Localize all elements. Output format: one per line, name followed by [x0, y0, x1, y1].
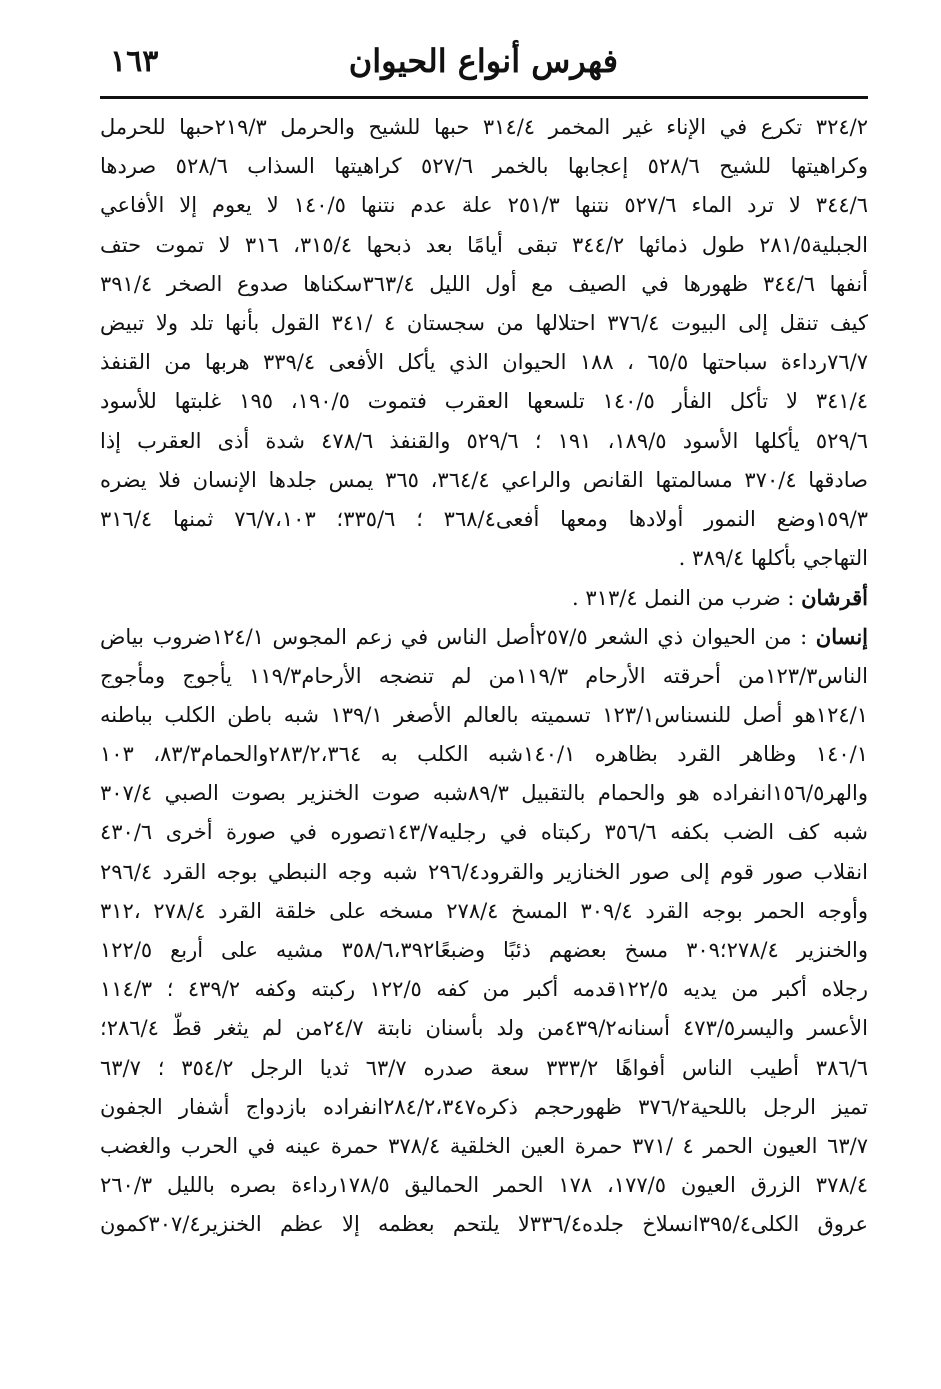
entry-term: أقرشان [801, 585, 868, 611]
header-rule [100, 96, 868, 99]
index-line: والخنزير ٢٧٨/٤؛٣٠٩ مسخ بعضهم ذئبًا وضبعًا٣٥٨/٦،٣٩٢ مشيه على أربع ١٢٢/٥ [100, 937, 868, 962]
index-line: صادقها ٣٧٠/٤ مسالمتها القانص والراعي ٣٦٤/٤، ٣٦٥ يمس جلدها الإنسان فلا يضره [100, 467, 868, 492]
index-line: ٧٦/٧رداءة سباحتها ٦٥/٥ ، ١٨٨ الحيوان الذي يأكل الأفعى ٣٣٩/٤ هربها من القنفذ [100, 350, 868, 375]
index-line: ٣٤١/٤ لا تأكل الفأر ١٤٠/٥ تلسعها العقرب فتموت ١٩٠/٥، ١٩٥ غلبتها للأسود [100, 389, 868, 414]
index-line: الناس١٢٣/٣من أحرقته الأرحام ١١٩/٣من لم تنضجه الأرحام١١٩/٣ يأجوج ومأجوج [100, 663, 868, 688]
index-line: وكراهيتها للشيح ٥٢٨/٦ إعجابها بالخمر ٥٢٧/٦ كراهيتها السذاب ٥٢٨/٦ صردها [100, 154, 868, 179]
index-line: انقلاب صور قوم إلى صور الخنازير والقرود٢٩٦/٤ شبه وجه النبطي بوجه القرد ٢٩٦/٤ [100, 859, 868, 884]
index-line: رجلاه أكبر من يديه ١٢٢/٥قدمه أكبر من كفه ١٢٢/٥ ركبته وكفه ٤٣٩/٢ ؛ ١١٤/٣ [100, 977, 868, 1002]
index-line: الجبلية٢٨١/٥ طول ذمائها ٣٤٤/٢ تبقى أيامًا بعد ذبحها ٣١٥/٤، ٣١٦ لا تموت حتف [100, 232, 868, 257]
index-line: ١٥٩/٣وضع النمور أولادها ومعها أفعى٣٦٨/٤ ؛ ٣٣٥/٦؛ ٧٦/٧،١٠٣ ثمنها ٣١٦/٤ [100, 506, 868, 531]
entry-text: : من الحيوان ذي الشعر ٢٥٧/٥أصل الناس في زعم المجوس ١٢٤/١ضروب بياض [100, 625, 816, 650]
index-line: ٥٢٩/٦ يأكلها الأسود ١٨٩/٥، ١٩١ ؛ ٥٢٩/٦ والقنفذ ٤٧٨/٦ شدة أذى العقرب إذا [100, 428, 868, 453]
index-line: ٣٢٤/٢ تكرع في الإناء غير المخمر ٣١٤/٤ حبها للشيح والحرمل ٢١٩/٣حبها للحرمل [100, 115, 868, 139]
index-line: الأعسر واليسر٤٧٣/٥ أسنانه٤٣٩/٢من ولد بأسنان نابتة ٢٤/٧من لم يثغر قطّ ٢٨٦/٤؛ [100, 1016, 868, 1041]
entry-term: إنسان [815, 624, 868, 650]
index-entry-first-line [100, 617, 868, 656]
index-line: ٣٤٤/٦ لا ترد الماء ٥٢٧/٦ نتنها ٢٥١/٣ علة عدم نتنها ١٤٠/٥ لا يعوم إلا الأفاعي [100, 193, 868, 218]
page-header [100, 36, 868, 92]
index-line: تميز الرجل باللحية٣٧٦/٢ ظهورحجم ذكره٢٨٤/٢،٣٤٧انفراده بازدواج أشفار الجفون [100, 1094, 868, 1119]
index-entry-first-line [100, 578, 868, 617]
index-line: عروق الكلى٣٩٥/٤انسلاخ جلده٣٣٦/٤لا يلتحم بعظمه إلا عظم الخنزير٣٠٧/٤كمون [100, 1212, 868, 1237]
index-line: التهاجي بأكلها ٣٨٩/٤ . [678, 546, 868, 571]
index-body [100, 108, 868, 1244]
index-line: ٣٧٨/٤ الزرق العيون ١٧٧/٥، ١٧٨ الحمر الحماليق ١٧٨/٥رداءة بصره بالليل ٢٦٠/٣ [100, 1173, 868, 1198]
entry-text: : ضرب من النمل ٣١٣/٤ . [572, 586, 802, 611]
index-line: والهر١٥٦/٥انفراده هو والحمام بالتقبيل ٨٩/٣شبه صوت الخنزير بصوت الصبي ٣٠٧/٤ [100, 781, 868, 806]
index-line: شبه كف الضب بكفه ٣٥٦/٦ ركبتاه في رجليه١٤٣/٧تصوره في صورة أخرى ٤٣٠/٦ [100, 820, 868, 845]
index-line: ١٤٠/١ وظاهر القرد بظاهره ١٤٠/١شبه الكلب به ٢٨٣/٢،٣٦٤والحمام٨٣/٣، ١٠٣ [100, 742, 868, 766]
index-line: كيف تنقل إلى البيوت ٣٧٦/٤ احتلالها من سجستان ٤ /٣٤١ القول بأنها تلد ولا تبيض [100, 310, 868, 335]
index-line: وأوجه الحمر بوجه القرد ٣٠٩/٤ المسخ ٢٧٨/٤ مسخه على خلقة القرد ٢٧٨/٤ ،٣١٢ [100, 898, 868, 923]
index-line: ٣٨٦/٦ أطيب الناس أفواهًا ٣٣٣/٢ سعة صدره ٦٣/٧ ثديا الرجل ٣٥٤/٢ ؛ ٦٣/٧ [100, 1055, 868, 1080]
index-line: أنفها ٣٤٤/٦ ظهورها في الصيف مع أول الليل ٣٦٣/٤سكناها صدوع الصخر ٣٩١/٤ [100, 271, 868, 296]
running-title: فهرس أنواع الحيوان [348, 42, 618, 80]
index-line: ٦٣/٧ العيون الحمر ٤ /٣٧١ حمرة العين الخلقية ٣٧٨/٤ حمرة عينه في الحرب والغضب [100, 1133, 868, 1158]
page-number: ١٦٣ [110, 44, 159, 79]
index-line: ١٢٤/١هو أصل للنسناس١٢٣/١ تسميته بالعالم الأصغر ١٣٩/١ شبه باطن الكلب بباطنه [100, 702, 868, 727]
